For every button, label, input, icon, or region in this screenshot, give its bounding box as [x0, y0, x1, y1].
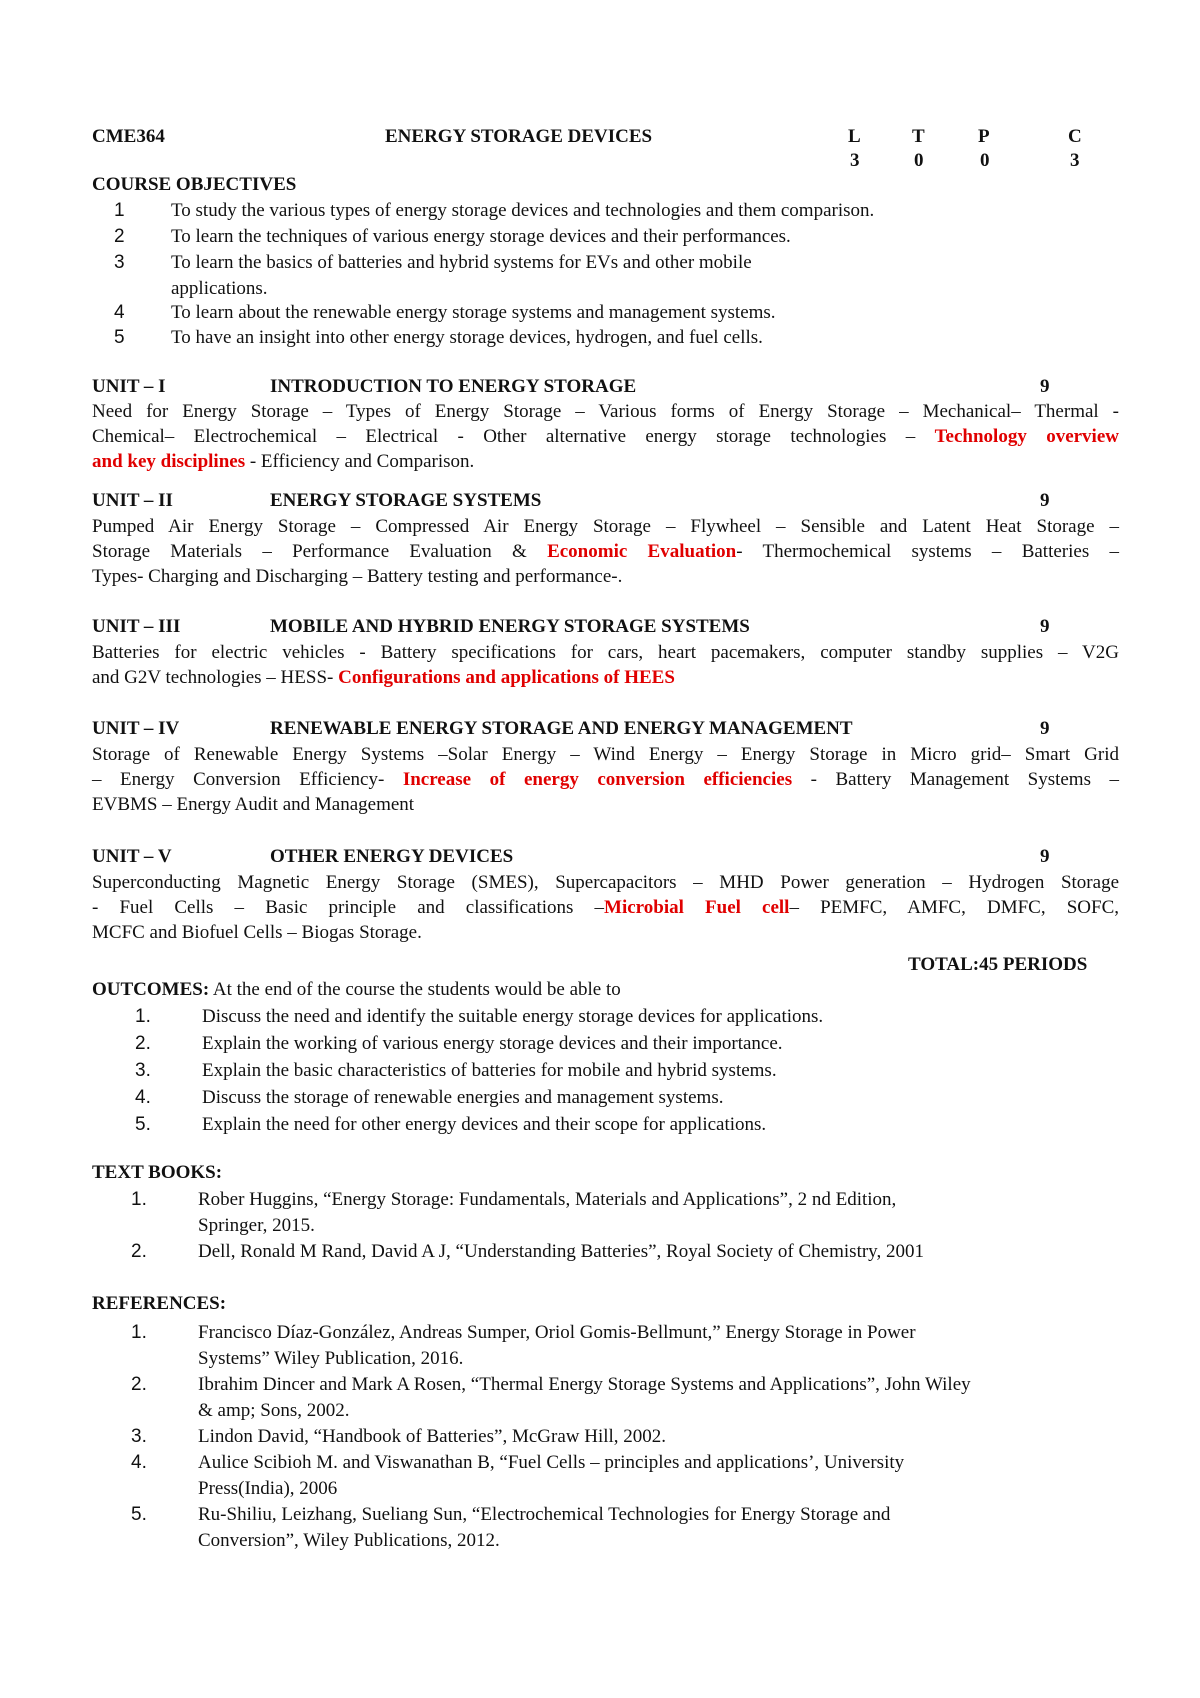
unit-title: MOBILE AND HYBRID ENERGY STORAGE SYSTEMS — [270, 616, 750, 637]
textbooks-heading: TEXT BOOKS: — [92, 1162, 223, 1183]
reference-number: 1. — [131, 1322, 147, 1343]
outcomes-intro: At the end of the course the students would be able to — [209, 979, 621, 1000]
topic-text: EVBMS – Energy Audit and Management — [92, 794, 415, 815]
ltpc-value-p: 0 — [980, 150, 990, 171]
topic-text: - Thermochemical systems – Batteries – — [736, 541, 1120, 562]
objective-text: To learn the basics of batteries and hybrid systems for EVs and other mobile — [171, 252, 752, 273]
references-heading: REFERENCES: — [92, 1293, 227, 1314]
unit-description-line — [92, 541, 1119, 563]
objective-number: 5 — [114, 327, 125, 348]
unit-label: UNIT – II — [92, 490, 173, 511]
outcome-number: 2. — [135, 1033, 151, 1054]
unit-description-line — [92, 922, 422, 944]
reference-text: Ibrahim Dincer and Mark A Rosen, “Thermal Energy Storage Systems and Applications”, John Wiley — [198, 1374, 971, 1395]
outcomes-intro-line — [92, 979, 621, 1001]
topic-text: and G2V technologies – HESS- — [92, 667, 339, 688]
course-title: ENERGY STORAGE DEVICES — [385, 126, 653, 147]
unit-hours: 9 — [1040, 616, 1050, 637]
highlighted-topic: Economic Evaluation — [547, 541, 737, 562]
textbook-text: Springer, 2015. — [198, 1215, 315, 1236]
textbook-number: 1. — [131, 1189, 147, 1210]
objective-number: 1 — [114, 200, 125, 221]
topic-text: Superconducting Magnetic Energy Storage (SMES), Supercapacitors – MHD Power generation – Hydrogen Storage — [92, 872, 1119, 893]
unit-hours: 9 — [1040, 376, 1050, 397]
ltpc-label-l: L — [848, 126, 861, 147]
unit-description-line — [92, 642, 1119, 664]
unit-description-line — [92, 744, 1119, 766]
outcome-text: Explain the basic characteristics of batteries for mobile and hybrid systems. — [202, 1060, 777, 1081]
textbook-number: 2. — [131, 1241, 147, 1262]
ltpc-value-c: 3 — [1070, 150, 1080, 171]
reference-number: 3. — [131, 1426, 147, 1447]
objective-text: applications. — [171, 278, 268, 299]
objective-text: To study the various types of energy storage devices and technologies and them comparison. — [171, 200, 875, 221]
unit-title: ENERGY STORAGE SYSTEMS — [270, 490, 542, 511]
reference-number: 4. — [131, 1452, 147, 1473]
reference-text: Ru-Shiliu, Leizhang, Sueliang Sun, “Electrochemical Technologies for Energy Storage and — [198, 1504, 891, 1525]
topic-text: Pumped Air Energy Storage – Compressed Air Energy Storage – Flywheel – Sensible and Latent Heat Storage – — [92, 516, 1119, 537]
total-periods: TOTAL:45 PERIODS — [908, 954, 1088, 975]
outcome-text: Discuss the storage of renewable energies and management systems. — [202, 1087, 724, 1108]
outcomes-heading: OUTCOMES: — [92, 979, 210, 1000]
topic-text: Chemical– Electrochemical – Electrical - Other alternative energy storage technologies – — [92, 426, 935, 447]
topic-text: Need for Energy Storage – Types of Energy Storage – Various forms of Energy Storage – Mechanical– Thermal - — [92, 401, 1119, 422]
unit-title: INTRODUCTION TO ENERGY STORAGE — [270, 376, 637, 397]
reference-text: & amp; Sons, 2002. — [198, 1400, 350, 1421]
unit-description-line — [92, 566, 622, 588]
reference-number: 5. — [131, 1504, 147, 1525]
objectives-heading: COURSE OBJECTIVES — [92, 174, 297, 195]
unit-hours: 9 — [1040, 718, 1050, 739]
unit-title: OTHER ENERGY DEVICES — [270, 846, 514, 867]
reference-text: Lindon David, “Handbook of Batteries”, McGraw Hill, 2002. — [198, 1426, 667, 1447]
topic-text: - Battery Management Systems – — [792, 769, 1119, 790]
outcome-number: 3. — [135, 1060, 151, 1081]
topic-text: MCFC and Biofuel Cells – Biogas Storage. — [92, 922, 422, 943]
topic-text: Storage of Renewable Energy Systems –Solar Energy – Wind Energy – Energy Storage in Micro grid– Smart Grid — [92, 744, 1119, 765]
reference-text: Conversion”, Wiley Publications, 2012. — [198, 1530, 500, 1551]
topic-text: - Efficiency and Comparison. — [245, 451, 475, 472]
highlighted-topic: Configurations and applications of HEES — [338, 667, 675, 688]
outcome-text: Explain the working of various energy storage devices and their importance. — [202, 1033, 783, 1054]
objective-number: 3 — [114, 252, 125, 273]
unit-title: RENEWABLE ENERGY STORAGE AND ENERGY MANAGEMENT — [270, 718, 853, 739]
objective-number: 4 — [114, 302, 125, 323]
reference-text: Systems” Wiley Publication, 2016. — [198, 1348, 464, 1369]
unit-label: UNIT – III — [92, 616, 181, 637]
highlighted-topic: Microbial Fuel cell — [604, 897, 790, 918]
highlighted-topic: Technology overview — [934, 426, 1119, 447]
textbook-text: Rober Huggins, “Energy Storage: Fundamentals, Materials and Applications”, 2 nd Edition, — [198, 1189, 897, 1210]
objective-text: To learn about the renewable energy storage systems and management systems. — [171, 302, 776, 323]
reference-number: 2. — [131, 1374, 147, 1395]
topic-text: – PEMFC, AMFC, DMFC, SOFC, — [789, 897, 1119, 918]
unit-description-line — [92, 897, 1119, 919]
topic-text: – Energy Conversion Efficiency- — [92, 769, 403, 790]
unit-label: UNIT – I — [92, 376, 166, 397]
unit-description-line — [92, 667, 675, 689]
objective-number: 2 — [114, 226, 125, 247]
unit-label: UNIT – IV — [92, 718, 180, 739]
reference-text: Press(India), 2006 — [198, 1478, 338, 1499]
objective-text: To have an insight into other energy storage devices, hydrogen, and fuel cells. — [171, 327, 763, 348]
unit-description-line — [92, 769, 1119, 791]
topic-text: Types- Charging and Discharging – Battery testing and performance-. — [92, 566, 623, 587]
textbook-text: Dell, Ronald M Rand, David A J, “Understanding Batteries”, Royal Society of Chemistry, 2001 — [198, 1241, 924, 1262]
ltpc-label-c: C — [1068, 126, 1082, 147]
unit-description-line — [92, 401, 1119, 423]
ltpc-value-t: 0 — [914, 150, 924, 171]
outcome-number: 5. — [135, 1114, 151, 1135]
outcome-number: 4. — [135, 1087, 151, 1108]
outcome-text: Explain the need for other energy devices and their scope for applications. — [202, 1114, 767, 1135]
highlighted-topic: Increase of energy conversion efficiencies — [402, 769, 793, 790]
unit-hours: 9 — [1040, 490, 1050, 511]
ltpc-label-p: P — [978, 126, 990, 147]
unit-description-line — [92, 451, 474, 473]
ltpc-value-l: 3 — [850, 150, 860, 171]
objective-text: To learn the techniques of various energy storage devices and their performances. — [171, 226, 791, 247]
unit-description-line — [92, 872, 1119, 894]
unit-description-line — [92, 516, 1119, 538]
topic-text: Batteries for electric vehicles - Battery specifications for cars, heart pacemakers, computer standby supplies – V2G — [92, 642, 1119, 663]
outcome-number: 1. — [135, 1006, 151, 1027]
highlighted-topic: and key disciplines — [92, 451, 246, 472]
unit-description-line — [92, 426, 1119, 448]
course-code: CME364 — [92, 126, 165, 147]
unit-description-line — [92, 794, 414, 816]
unit-hours: 9 — [1040, 846, 1050, 867]
topic-text: Storage Materials – Performance Evaluation & — [92, 541, 548, 562]
topic-text: - Fuel Cells – Basic principle and classifications – — [92, 897, 605, 918]
reference-text: Francisco Díaz-González, Andreas Sumper, Oriol Gomis-Bellmunt,” Energy Storage in Power — [198, 1322, 916, 1343]
reference-text: Aulice Scibioh M. and Viswanathan B, “Fuel Cells – principles and applications’, University — [198, 1452, 905, 1473]
ltpc-label-t: T — [912, 126, 925, 147]
outcome-text: Discuss the need and identify the suitable energy storage devices for applications. — [202, 1006, 824, 1027]
unit-label: UNIT – V — [92, 846, 172, 867]
